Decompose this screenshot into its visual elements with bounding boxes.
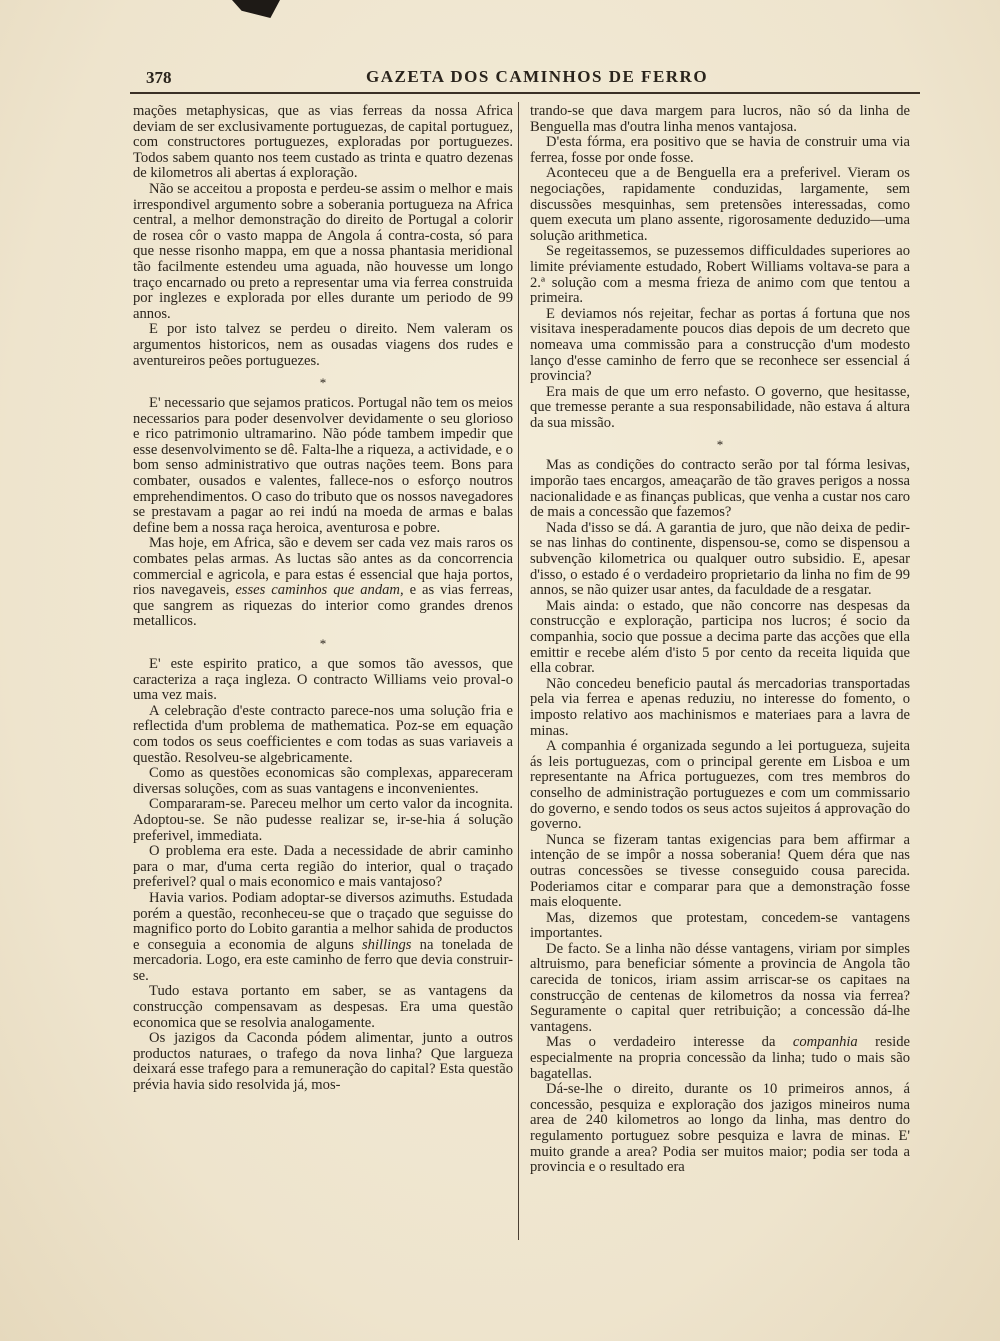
section-separator: *: [716, 437, 724, 453]
paragraph: Mas as condições do contracto serão por tal fórma lesivas, imporão taes encargos, ameaçarão de tão graves perigos a nossa nacionalidade e as finanças publicas, que venha a custar nos caro de mais a concessão que fazemos?: [530, 457, 910, 521]
running-title: GAZETA DOS CAMINHOS DE FERRO: [366, 67, 709, 86]
paragraph: D'esta fórma, era positivo que se havia de construir uma via ferrea, fosse por onde fosse.: [530, 134, 910, 166]
page-number: 378: [146, 68, 172, 87]
paragraph: Nada d'isso se dá. A garantia de juro, que não deixa de pedir-se nas linhas do continente, dispensou-se, como se dispensou a subvenção kilometrica ou qualquer outro subsidio. E, apesar d'isso, o estado é o verdadeiro proprietario da linha no fim de 99 annos, se não quizer usar antes, da faculdade de a resgatar.: [530, 519, 910, 599]
page-header: [130, 64, 920, 94]
paragraph: E por isto talvez se perdeu o direito. Nem valeram os argumentos historicos, nem as ousadas viagens dos rudes e aventureiros peões portuguezes.: [133, 321, 513, 369]
paragraph: Como as questões economicas são complexas, appareceram diversas soluções, com as suas vantagens e inconvenientes.: [133, 765, 513, 797]
italic-word: companhia: [792, 1034, 858, 1051]
paragraph: Tudo estava portanto em saber, se as vantagens da construcção compensavam as despesas. Era uma questão economica que se resolvia analogamente.: [133, 983, 513, 1031]
torn-corner: [232, 0, 280, 18]
paragraph-text: na tonelada de mercadoria. Logo, era este caminho de ferro que devia construir-se.: [133, 936, 513, 984]
section-separator: *: [319, 636, 327, 651]
paragraph: [530, 1035, 910, 1082]
paragraph: E' este espirito pratico, a que somos tão avessos, que caracteriza a raça ingleza. O contracto Williams veio proval-o uma vez mais.: [133, 656, 513, 704]
paragraph: De facto. Se a linha não désse vantagens, viriam por simples altruismo, para beneficiar sómente a provincia de Angola tão carecida de tonicos, iriam assim arriscar-se os capitaes na construcção de centenas de kilometros da nossa via ferrea? Seguramente o capital quer retribuição; a concessão dá-lhe vantagens.: [530, 940, 910, 1035]
italic-phrase: esses caminhos que andam,: [235, 582, 404, 599]
paragraph: E deviamos nós rejeitar, fechar as portas á fortuna que nos visitava inesperadamente poucos dias depois de um decreto que nomeava uma commissão para a construcção d'um modesto lanço d'esse caminho de ferro que se reconhece ser essencial á provincia?: [530, 305, 910, 385]
italic-word: shillings: [362, 936, 412, 953]
paragraph-text: Mas hoje, em Africa, são e devem ser cada vez mais raros os combates pelas armas. As luctas são antes as da concorrencia commercial e agricola, e para estas é essencial que haja portos, rios navegaveis,: [133, 535, 513, 599]
paragraph-text: e as vias ferreas, que sangrem as riquezas do interior como grandes drenos metallicos.: [133, 582, 513, 630]
paragraph: Dá-se-lhe o direito, durante os 10 primeiros annos, á concessão, pesquiza e exploração dos jazigos mineiros numa area de 240 kilometros ao longo da linha, mas dentro do regulamento portuguez sobre pesquiza e lavra de minas. E' muito grande a area? Podia ser muitos maior; podia ser toda a provincia e o resultado era: [530, 1081, 910, 1176]
paragraph: E' necessario que sejamos praticos. Portugal não tem os meios necessarios para poder desenvolver devidamente o seu glorioso e rico patrimonio ultramarino. Não póde tambem impedir que esse desenvolvimento se dê. Falta-lhe a riqueza, a actividade, e o bom senso administrativo que outras nações teem. Bons para combater, ousados e valentes, fallece-nos o esforço noutros emprehendimentos. O caso do tributo que os nossos navegadores se prestavam a pagar ao rei indú na moeda de armas e balas define bem a nossa raça heroica, aventurosa e pobre.: [133, 395, 513, 536]
paragraph: Mais ainda: o estado, que não concorre nas despesas da construcção e exploração, participa nos lucros; é socio da companhia, socio que possue a decima parte das acções que ella emittir e recebe além d'isto 5 por cento da receita liquida que ella cobrar.: [530, 597, 910, 677]
paragraph: Mas, dizemos que protestam, concedem-se vantagens importantes.: [530, 909, 910, 942]
paragraph: O problema era este. Dada a necessidade de abrir caminho para o mar, d'uma certa região do interior, qual o traçado preferivel? qual o mais economico e mais vantajoso?: [133, 843, 513, 891]
paragraph: A companhia é organizada segundo a lei portugueza, sujeita ás leis portuguezas, com o principal gerente em Lisboa e um representante na Africa portuguezes, com tres membros do conselho de administração portuguezes e com um commissario do governo, e sendo todos os seus actos sujeitos á approvação do governo.: [530, 738, 910, 833]
paragraph: Aconteceu que a de Benguella era a preferivel. Vieram os negociações, rapidamente conduzidas, largamente, sem discussões mesquinhas, sem pretensões interessadas, como quem executa um plano assente, rigorosamente deduzido—uma solução arithmetica.: [530, 165, 910, 244]
paragraph: Nunca se fizeram tantas exigencias para bem affirmar a intenção de se impôr a nossa soberania! Quem déra que nas outras concessões se tivesse conseguido cousa parecida. Poderiamos citar e comparar para que a demonstração fosse mais eloquente.: [530, 831, 910, 911]
paragraph: A celebração d'este contracto parece-nos uma solução fria e reflectida d'um problema de mathematica. Poz-se em equação com todos os seus coefficientes e com todas as suas variaveis a questão. Resolveu-se algebricamente.: [133, 702, 513, 766]
paragraph-text: Havia varios. Podiam adoptar-se diversos azimuths. Estudada porém a questão, reconheceu-se que o traçado que seguisse do magnifico porto do Lobito garantia a melhor sahida de productos e conseguia a economia de alguns: [133, 889, 513, 953]
right-column: [530, 104, 910, 1239]
paragraph: [133, 536, 513, 630]
paragraph: trando-se que dava margem para lucros, não só da linha de Benguella mas d'outra linha menos vantajosa.: [530, 104, 910, 135]
paragraph: mações metaphysicas, que as vias ferreas da nossa Africa deviam de ser exclusivamente portuguezas, de capital portuguez, com constructores portuguezes, exploradas por portuguezes. Todos sabem quanto nos teem custado as trinta e quatro dezenas de kilometros ali abertas á exploração.: [133, 104, 513, 182]
paragraph-text: reside especialmente na propria concessão da linha; tudo o mais são bagatellas.: [530, 1034, 910, 1082]
paragraph: [133, 891, 513, 985]
paragraph: Se regeitassemos, se puzessemos difficuldades superiores ao limite préviamente estudado, Robert Williams voltava-se para a 2.ª solução com a mesma frieza de animo com que tentou a primeira.: [530, 243, 910, 307]
paragraph: Não concedeu beneficio pautal ás mercadorias transportadas pela via ferrea e apenas reduziu, no interesse do fomento, o imposto relativo aos machinismos e materiaes para a lavra de minas.: [530, 675, 910, 739]
paragraph: Os jazigos da Caconda pódem alimentar, junto a outros productos naturaes, o trafego da nova linha? Que largueza deixará esse trafego para a remuneração do capital? Esta questão prévia havia sido resolvida já, mos-: [133, 1030, 513, 1094]
paragraph: Não se acceitou a proposta e perdeu-se assim o melhor e mais irrespondivel argumento sobre a soberania portugueza na Africa central, a melhor demonstração do direito de Portugal a colorir de rosea côr o vasto mappa de Angola á contra-costa, só para que nesse risonho mappa, em que a nossa phantasia meridional tão facilmente estendeu uma aguada, não houvesse um longo traço encarnado ou preto a representar uma via ferrea construida por inglezes e explorada por elles durante um periodo de 99 annos.: [133, 180, 513, 322]
left-column: [133, 104, 513, 1239]
section-separator: *: [319, 375, 327, 391]
paragraph: Era mais de que um erro nefasto. O governo, que hesitasse, que tremesse perante a sua responsabilidade, não estava á altura da sua missão.: [530, 383, 910, 431]
paragraph-text: Mas o verdadeiro interesse da: [546, 1034, 793, 1051]
column-divider: [518, 102, 519, 1240]
paragraph: Compararam-se. Pareceu melhor um certo valor da incognita. Adoptou-se. Se não pudesse realizar se, ir-se-hia á solução preferivel, immediata.: [133, 796, 513, 844]
